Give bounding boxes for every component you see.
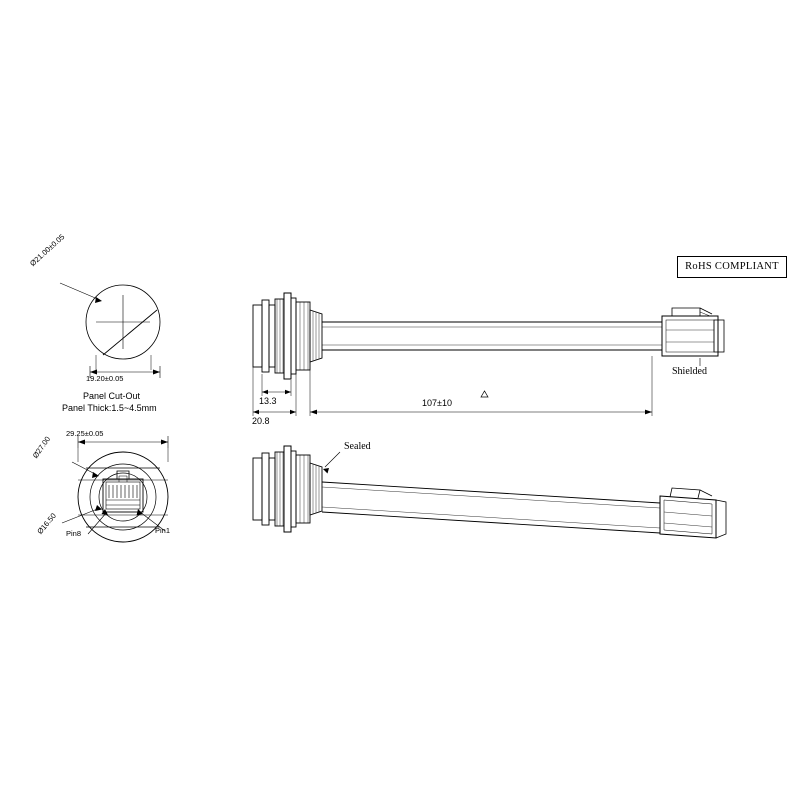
front-view-pin1-label: Pin1 <box>155 526 171 535</box>
panel-cutout-caption-line1: Panel Cut-Out <box>83 391 141 401</box>
assembly-flange-dimension: 20.8 <box>252 416 270 426</box>
sealed-label: Sealed <box>344 441 371 452</box>
rohs-compliant-label: RoHS COMPLIANT <box>685 261 779 273</box>
panel-cutout-view <box>60 283 160 378</box>
shielded-plug-label: Shielded <box>672 366 707 377</box>
panel-cutout-flat-dimension: 19.20±0.05 <box>86 374 124 383</box>
front-view-outer-diameter-dimension: Ø27.00 <box>30 434 53 460</box>
assembly-body-dimension: 13.3 <box>259 396 277 406</box>
top-assembly-view <box>253 293 724 416</box>
bottom-assembly-view <box>253 446 726 538</box>
front-view-width-dimension: 29.25±0.05 <box>66 429 104 438</box>
rohs-compliant-badge <box>677 256 787 278</box>
panel-cutout-diameter-dimension: Ø21.00±0.05 <box>28 232 67 268</box>
assembly-cable-length-dimension: 107±10 <box>422 398 452 408</box>
front-view <box>62 436 171 542</box>
panel-cutout-caption-line2: Panel Thick:1.5~4.5mm <box>62 403 157 413</box>
front-view-pin8-label: Pin8 <box>66 529 82 538</box>
front-view-inner-diameter-dimension: Ø16.50 <box>35 511 58 536</box>
